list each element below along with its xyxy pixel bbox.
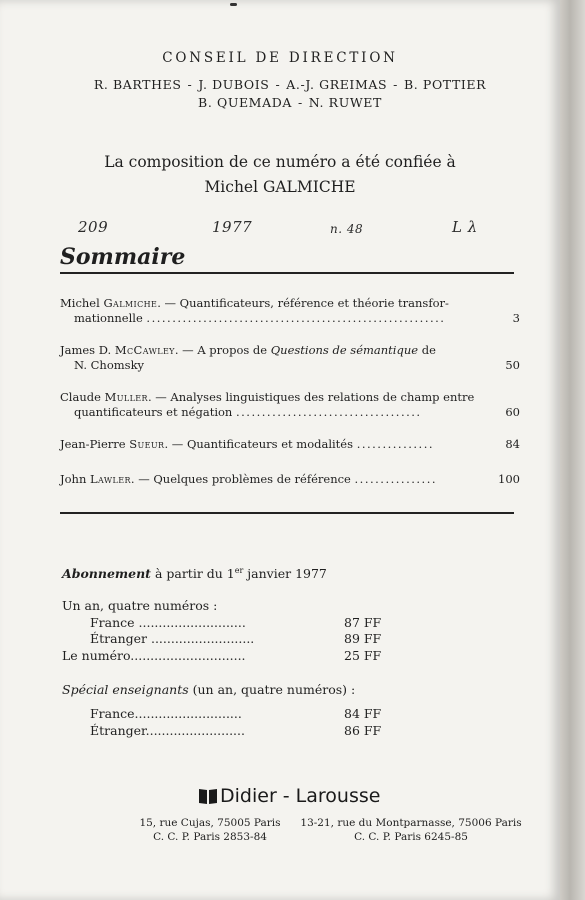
member-name: B. QUEMADA: [198, 95, 292, 110]
composition-note: [0, 150, 560, 200]
address-right: 13-21, rue du Montparnasse, 75006 Paris C. C. P. Paris 6245-85: [300, 817, 522, 843]
toc-page-number: 84: [505, 437, 520, 451]
toc-entry: Claude Muller. — Analyses linguistiques des relations de champ entre quantificateurs et négation .................................... 60: [60, 390, 520, 419]
ink-speck: [230, 3, 237, 6]
handwritten-note: 209: [78, 218, 109, 236]
price-row-heading: Un an, quatre numéros :: [62, 598, 218, 613]
subscription-heading: Abonnement à partir du 1er janvier 1977: [62, 566, 327, 582]
address-left: 15, rue Cujas, 75005 Paris C. C. P. Paris 2853-84: [139, 817, 281, 843]
toc-page-number: 3: [512, 311, 520, 325]
member-name: R. BARTHES: [93, 77, 182, 92]
toc-title: . — Quantificateurs, référence et théorie transfor-: [157, 296, 449, 310]
divider-top: [60, 272, 514, 274]
member-name: A.-J. GREIMAS: [286, 77, 388, 92]
price-amount: 25 FF: [344, 647, 382, 663]
price-amount: 87 FF: [344, 614, 382, 630]
price-amount: 84 FF: [344, 706, 382, 721]
composition-line-1: La composition de ce numéro a été confiée à: [104, 153, 456, 171]
price-row: Le numéro............................. 25 FF: [62, 647, 382, 663]
price-row: France ........................... 87 FF: [90, 614, 382, 630]
member-name: N. RUWET: [308, 95, 382, 110]
subscription-prices: [62, 598, 392, 664]
handwritten-note: 1977: [212, 218, 253, 236]
board-members-line-1: R. BARTHES - J. DUBOIS - A.-J. GREIMAS - B. POTTIER: [93, 77, 487, 92]
toc-page-number: 50: [505, 358, 520, 372]
divider-bottom: [60, 512, 514, 514]
toc-page-number: 100: [498, 472, 520, 486]
book-icon: [198, 787, 218, 805]
toc-entry: Jean-Pierre Sueur. — Quantificateurs et modalités ............... 84: [60, 437, 520, 451]
toc-author: Galmiche: [103, 296, 158, 310]
publisher-name: Didier - Larousse: [220, 785, 381, 807]
special-offer-heading: Spécial enseignants (un an, quatre numéros) :: [62, 682, 356, 697]
price-amount: 89 FF: [344, 631, 382, 646]
handwritten-note: n. 48: [330, 222, 364, 236]
price-row: Étranger .......................... 89 FF: [90, 631, 382, 646]
toc-author: Sueur: [129, 437, 165, 451]
toc-author: McCawley: [114, 343, 175, 357]
toc-entry: John Lawler. — Quelques problèmes de référence ................ 100: [60, 472, 520, 486]
toc-author: Muller: [104, 390, 148, 404]
member-name: B. POTTIER: [404, 77, 487, 92]
member-name: J. DUBOIS: [198, 77, 270, 92]
composition-editor: Michel GALMICHE: [204, 178, 356, 196]
publisher-logo: [198, 785, 380, 807]
toc-author: Lawler: [90, 472, 131, 486]
toc-entry: James D. McCawley. — A propos de Questions de sémantique de N. Chomsky 50: [60, 343, 520, 372]
board-title: CONSEIL DE DIRECTION: [162, 50, 398, 66]
special-prices: [62, 706, 392, 739]
price-row: Étranger......................... 86 FF: [90, 722, 382, 738]
page-edge: [560, 0, 585, 900]
toc-entry: Michel Galmiche. — Quantificateurs, référence et théorie transfor- mationnelle .......................................................... 3: [60, 296, 520, 325]
toc-title-italic: Questions de sémantique: [270, 343, 419, 357]
board-members-line-2: B. QUEMADA - N. RUWET: [198, 95, 382, 110]
toc-page-number: 60: [505, 405, 520, 419]
price-amount: 86 FF: [344, 722, 382, 738]
handwritten-note: L λ: [452, 218, 478, 236]
price-row: France........................... 84 FF: [90, 706, 382, 721]
sommaire-heading: Sommaire: [60, 244, 186, 270]
